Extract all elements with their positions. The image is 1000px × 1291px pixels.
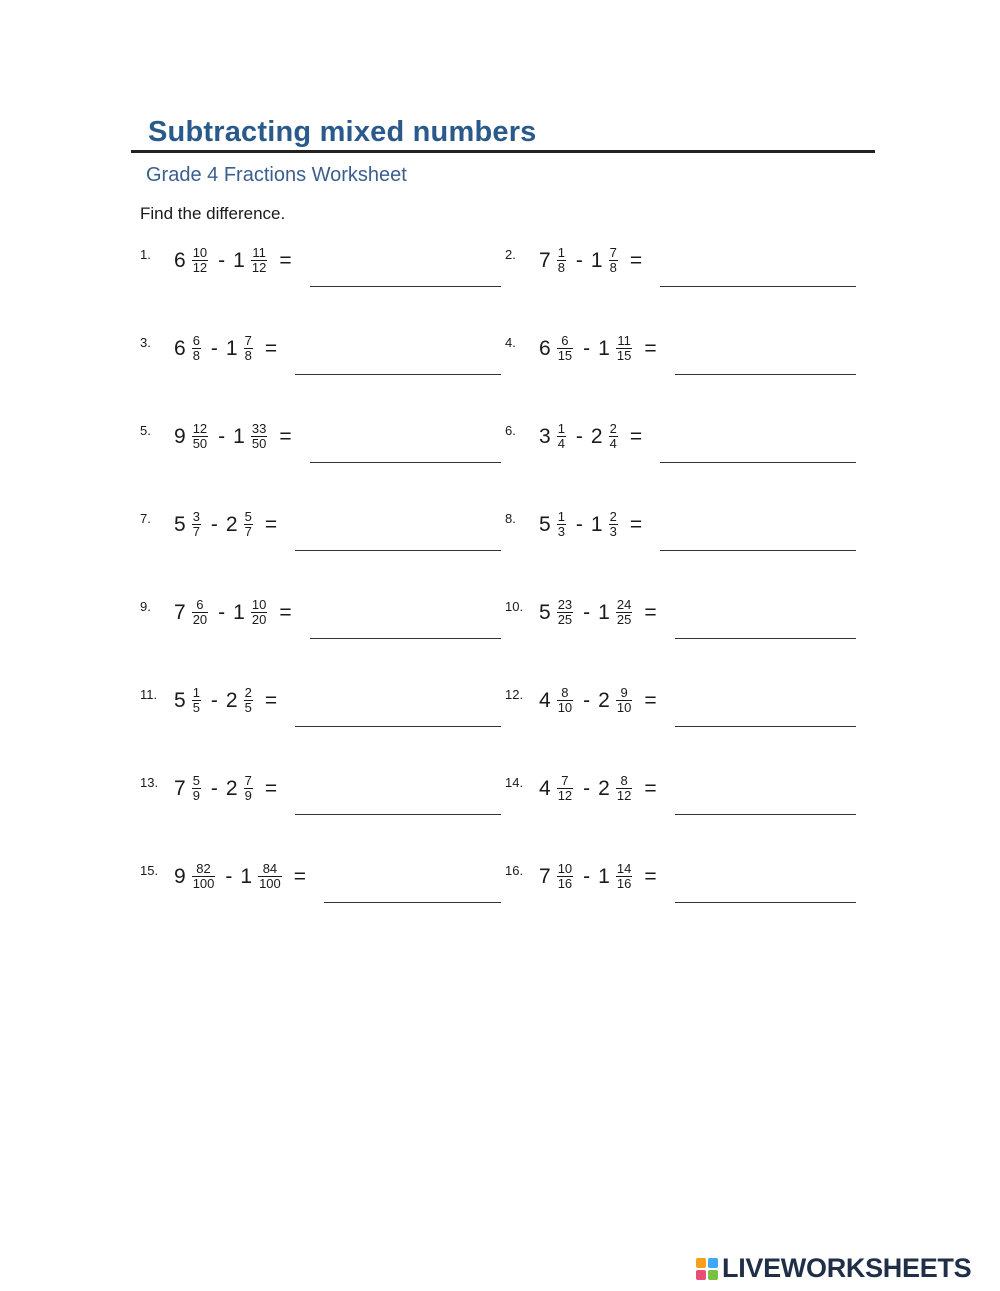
problem-number: 11. bbox=[140, 687, 158, 702]
subtrahend-numerator: 24 bbox=[616, 597, 632, 612]
minuend-numerator: 6 bbox=[192, 333, 200, 348]
worksheet-title: Subtracting mixed numbers bbox=[148, 116, 537, 148]
problem-15 bbox=[140, 860, 505, 948]
minuend-fraction bbox=[557, 422, 566, 451]
minuend-denominator: 4 bbox=[557, 436, 565, 451]
minuend-denominator: 7 bbox=[192, 524, 200, 539]
problem-expression bbox=[174, 246, 292, 275]
minuend-whole: 6 bbox=[539, 336, 551, 360]
problem-number: 9. bbox=[140, 599, 151, 614]
minus-sign: - bbox=[210, 776, 218, 800]
minuend-fraction bbox=[557, 774, 573, 803]
subtrahend-fraction bbox=[251, 246, 267, 275]
minuend-denominator: 16 bbox=[557, 876, 573, 891]
problem-9 bbox=[140, 596, 505, 684]
equals-sign: = bbox=[644, 600, 657, 624]
answer-blank[interactable] bbox=[324, 902, 501, 903]
problem-13 bbox=[140, 772, 505, 860]
minus-sign: - bbox=[218, 424, 226, 448]
minuend-whole: 3 bbox=[539, 424, 551, 448]
subtrahend-denominator: 20 bbox=[251, 612, 267, 627]
subtrahend-numerator: 2 bbox=[609, 509, 617, 524]
answer-blank[interactable] bbox=[675, 638, 856, 639]
equals-sign: = bbox=[644, 776, 657, 800]
equals-sign: = bbox=[279, 424, 292, 448]
answer-blank[interactable] bbox=[660, 286, 856, 287]
problem-expression bbox=[539, 598, 657, 627]
minus-sign: - bbox=[210, 336, 218, 360]
minuend-fraction bbox=[192, 246, 208, 275]
minuend-denominator: 9 bbox=[192, 788, 200, 803]
subtrahend-denominator: 9 bbox=[244, 788, 252, 803]
liveworksheets-logo-text: LIVEWORKSHEETS bbox=[722, 1253, 972, 1283]
answer-blank[interactable] bbox=[295, 374, 501, 375]
minuend-denominator: 15 bbox=[557, 348, 573, 363]
answer-blank[interactable] bbox=[660, 550, 856, 551]
subtrahend-fraction bbox=[251, 422, 267, 451]
minuend-denominator: 5 bbox=[192, 700, 200, 715]
problem-number: 5. bbox=[140, 423, 151, 438]
minus-sign: - bbox=[218, 248, 226, 272]
subtrahend-numerator: 2 bbox=[244, 685, 252, 700]
equals-sign: = bbox=[279, 248, 292, 272]
problem-number: 10. bbox=[505, 599, 524, 614]
subtrahend-whole: 1 bbox=[225, 336, 238, 360]
problem-expression bbox=[539, 774, 657, 803]
subtrahend-numerator: 14 bbox=[616, 861, 632, 876]
subtrahend-fraction bbox=[609, 422, 618, 451]
subtrahend-denominator: 100 bbox=[259, 876, 281, 891]
problem-number: 12. bbox=[505, 687, 524, 702]
minuend-whole: 9 bbox=[174, 424, 186, 448]
minuend-fraction bbox=[192, 598, 208, 627]
minuend-denominator: 3 bbox=[557, 524, 565, 539]
subtrahend-numerator: 11 bbox=[617, 333, 631, 348]
problem-3 bbox=[140, 332, 505, 420]
problem-number: 2. bbox=[505, 247, 516, 262]
problem-expression bbox=[174, 510, 277, 539]
subtrahend-numerator: 7 bbox=[244, 333, 252, 348]
equals-sign: = bbox=[629, 248, 643, 272]
minus-sign: - bbox=[218, 600, 226, 624]
minuend-whole: 5 bbox=[174, 512, 186, 536]
subtrahend-fraction bbox=[616, 334, 632, 363]
equals-sign: = bbox=[264, 688, 278, 712]
problem-number: 3. bbox=[140, 335, 151, 350]
problem-expression bbox=[174, 334, 277, 363]
minuend-numerator: 8 bbox=[561, 685, 569, 700]
minuend-numerator: 6 bbox=[561, 333, 569, 348]
subtrahend-numerator: 5 bbox=[244, 509, 252, 524]
minuend-fraction bbox=[557, 598, 573, 627]
subtrahend-whole: 2 bbox=[225, 688, 238, 712]
minuend-fraction bbox=[192, 862, 216, 891]
problem-14 bbox=[505, 772, 860, 860]
problem-number: 8. bbox=[505, 511, 516, 526]
subtrahend-denominator: 25 bbox=[616, 612, 632, 627]
problem-number: 14. bbox=[505, 775, 524, 790]
minuend-whole: 7 bbox=[539, 864, 551, 888]
problem-number: 15. bbox=[140, 863, 159, 878]
subtrahend-fraction bbox=[244, 686, 253, 715]
minuend-numerator: 7 bbox=[561, 773, 569, 788]
equals-sign: = bbox=[644, 688, 657, 712]
subtrahend-numerator: 10 bbox=[251, 597, 267, 612]
problem-expression bbox=[539, 334, 657, 363]
problem-expression bbox=[174, 862, 306, 891]
subtrahend-denominator: 50 bbox=[251, 436, 267, 451]
problem-4 bbox=[505, 332, 860, 420]
minuend-whole: 6 bbox=[174, 248, 186, 272]
minuend-numerator: 1 bbox=[557, 245, 565, 260]
subtrahend-denominator: 16 bbox=[616, 876, 632, 891]
subtrahend-fraction bbox=[609, 246, 618, 275]
subtrahend-whole: 2 bbox=[225, 776, 238, 800]
minus-sign: - bbox=[583, 600, 591, 624]
minuend-numerator: 1 bbox=[557, 421, 565, 436]
subtrahend-whole: 1 bbox=[598, 600, 610, 624]
minuend-denominator: 20 bbox=[192, 612, 208, 627]
equals-sign: = bbox=[293, 864, 307, 888]
minuend-fraction bbox=[192, 686, 201, 715]
problem-5 bbox=[140, 420, 505, 508]
minuend-whole: 7 bbox=[174, 600, 186, 624]
minuend-whole: 7 bbox=[174, 776, 186, 800]
minuend-whole: 7 bbox=[539, 248, 551, 272]
problem-expression bbox=[539, 510, 642, 539]
minuend-numerator: 82 bbox=[196, 861, 211, 876]
minus-sign: - bbox=[575, 248, 583, 272]
minuend-fraction bbox=[192, 510, 201, 539]
logo-square-4 bbox=[708, 1270, 718, 1280]
problem-11 bbox=[140, 684, 505, 772]
subtrahend-numerator: 33 bbox=[251, 421, 267, 436]
subtrahend-numerator: 7 bbox=[609, 245, 617, 260]
minuend-whole: 5 bbox=[539, 600, 551, 624]
minuend-whole: 5 bbox=[174, 688, 186, 712]
minuend-numerator: 10 bbox=[192, 245, 208, 260]
equals-sign: = bbox=[629, 512, 643, 536]
minuend-numerator: 1 bbox=[192, 685, 200, 700]
minuend-whole: 4 bbox=[539, 776, 551, 800]
problem-number: 7. bbox=[140, 511, 151, 526]
subtrahend-denominator: 5 bbox=[244, 700, 252, 715]
minuend-fraction bbox=[192, 334, 201, 363]
minuend-denominator: 100 bbox=[192, 876, 215, 891]
problem-expression bbox=[174, 686, 277, 715]
worksheet-subtitle: Grade 4 Fractions Worksheet bbox=[146, 164, 407, 186]
problem-expression bbox=[174, 598, 292, 627]
problem-expression bbox=[539, 422, 642, 451]
problem-number: 6. bbox=[505, 423, 516, 438]
problem-expression bbox=[539, 686, 657, 715]
equals-sign: = bbox=[264, 512, 278, 536]
minuend-denominator: 12 bbox=[192, 260, 208, 275]
minuend-fraction bbox=[557, 246, 566, 275]
subtrahend-denominator: 4 bbox=[609, 436, 617, 451]
minuend-fraction bbox=[557, 334, 573, 363]
answer-blank[interactable] bbox=[675, 374, 856, 375]
subtrahend-fraction bbox=[616, 862, 632, 891]
minuend-numerator: 5 bbox=[192, 773, 200, 788]
minuend-denominator: 50 bbox=[192, 436, 208, 451]
problem-1 bbox=[140, 244, 505, 332]
subtrahend-whole: 1 bbox=[590, 248, 603, 272]
answer-blank[interactable] bbox=[675, 814, 856, 815]
equals-sign: = bbox=[279, 600, 292, 624]
equals-sign: = bbox=[644, 864, 657, 888]
minuend-denominator: 8 bbox=[557, 260, 565, 275]
minuend-whole: 9 bbox=[174, 864, 186, 888]
problem-16 bbox=[505, 860, 860, 948]
logo-square-1 bbox=[696, 1258, 706, 1268]
subtrahend-whole: 1 bbox=[233, 600, 245, 624]
subtrahend-whole: 2 bbox=[590, 424, 603, 448]
subtrahend-denominator: 15 bbox=[616, 348, 632, 363]
title-divider bbox=[131, 150, 875, 153]
subtrahend-whole: 1 bbox=[240, 864, 253, 888]
minuend-numerator: 10 bbox=[557, 861, 573, 876]
problem-grid bbox=[140, 244, 860, 948]
logo-square-3 bbox=[696, 1270, 706, 1280]
liveworksheets-branding bbox=[696, 1253, 971, 1284]
subtrahend-whole: 2 bbox=[598, 688, 610, 712]
minuend-fraction bbox=[557, 862, 573, 891]
minuend-fraction bbox=[557, 686, 573, 715]
minuend-numerator: 6 bbox=[196, 597, 204, 612]
equals-sign: = bbox=[644, 336, 657, 360]
instructions: Find the difference. bbox=[140, 204, 286, 223]
answer-blank[interactable] bbox=[295, 726, 501, 727]
answer-blank[interactable] bbox=[310, 462, 501, 463]
subtrahend-numerator: 84 bbox=[262, 861, 278, 876]
minuend-denominator: 8 bbox=[192, 348, 200, 363]
minus-sign: - bbox=[575, 424, 583, 448]
minuend-numerator: 12 bbox=[192, 421, 208, 436]
subtrahend-denominator: 8 bbox=[244, 348, 252, 363]
problem-2 bbox=[505, 244, 860, 332]
answer-blank[interactable] bbox=[310, 638, 501, 639]
subtrahend-whole: 1 bbox=[598, 864, 610, 888]
answer-blank[interactable] bbox=[295, 550, 501, 551]
equals-sign: = bbox=[264, 776, 278, 800]
subtrahend-numerator: 2 bbox=[609, 421, 617, 436]
equals-sign: = bbox=[264, 336, 278, 360]
subtrahend-denominator: 3 bbox=[609, 524, 617, 539]
minuend-whole: 4 bbox=[539, 688, 551, 712]
answer-blank[interactable] bbox=[675, 726, 856, 727]
minus-sign: - bbox=[583, 864, 591, 888]
problem-8 bbox=[505, 508, 860, 596]
minuend-fraction bbox=[192, 422, 208, 451]
minuend-numerator: 3 bbox=[192, 509, 200, 524]
equals-sign: = bbox=[629, 424, 643, 448]
subtrahend-whole: 2 bbox=[225, 512, 238, 536]
problem-number: 13. bbox=[140, 775, 159, 790]
minus-sign: - bbox=[575, 512, 583, 536]
subtrahend-fraction bbox=[258, 862, 282, 891]
subtrahend-fraction bbox=[244, 510, 253, 539]
subtrahend-numerator: 8 bbox=[620, 773, 628, 788]
subtrahend-fraction bbox=[244, 334, 253, 363]
problem-6 bbox=[505, 420, 860, 508]
problem-expression bbox=[174, 422, 292, 451]
problem-7 bbox=[140, 508, 505, 596]
subtrahend-fraction bbox=[609, 510, 618, 539]
problem-expression bbox=[174, 774, 277, 803]
subtrahend-whole: 2 bbox=[598, 776, 610, 800]
answer-blank[interactable] bbox=[295, 814, 501, 815]
problem-number: 1. bbox=[140, 247, 151, 262]
problem-12 bbox=[505, 684, 860, 772]
subtrahend-fraction bbox=[251, 598, 267, 627]
subtrahend-fraction bbox=[616, 686, 632, 715]
problem-expression bbox=[539, 862, 657, 891]
minus-sign: - bbox=[210, 688, 218, 712]
minuend-numerator: 23 bbox=[557, 597, 573, 612]
subtrahend-denominator: 8 bbox=[609, 260, 617, 275]
subtrahend-whole: 1 bbox=[233, 424, 245, 448]
subtrahend-whole: 1 bbox=[590, 512, 603, 536]
minuend-denominator: 10 bbox=[557, 700, 573, 715]
subtrahend-denominator: 10 bbox=[616, 700, 632, 715]
minuend-fraction bbox=[557, 510, 566, 539]
minus-sign: - bbox=[583, 688, 591, 712]
subtrahend-whole: 1 bbox=[233, 248, 245, 272]
liveworksheets-logo-icon bbox=[696, 1258, 718, 1280]
problem-10 bbox=[505, 596, 860, 684]
minuend-whole: 6 bbox=[174, 336, 186, 360]
minus-sign: - bbox=[583, 776, 591, 800]
problem-number: 16. bbox=[505, 863, 524, 878]
subtrahend-denominator: 12 bbox=[251, 260, 267, 275]
minuend-whole: 5 bbox=[539, 512, 551, 536]
subtrahend-numerator: 7 bbox=[244, 773, 252, 788]
logo-square-2 bbox=[708, 1258, 718, 1268]
subtrahend-fraction bbox=[244, 774, 253, 803]
subtrahend-fraction bbox=[616, 774, 632, 803]
minuend-numerator: 1 bbox=[557, 509, 565, 524]
subtrahend-numerator: 11 bbox=[252, 245, 266, 260]
subtrahend-numerator: 9 bbox=[620, 685, 628, 700]
minus-sign: - bbox=[225, 864, 233, 888]
answer-blank[interactable] bbox=[675, 902, 856, 903]
problem-expression bbox=[539, 246, 642, 275]
minuend-fraction bbox=[192, 774, 201, 803]
answer-blank[interactable] bbox=[660, 462, 856, 463]
minuend-denominator: 25 bbox=[557, 612, 573, 627]
problem-number: 4. bbox=[505, 335, 516, 350]
subtrahend-whole: 1 bbox=[598, 336, 610, 360]
minuend-denominator: 12 bbox=[557, 788, 573, 803]
minus-sign: - bbox=[210, 512, 218, 536]
subtrahend-fraction bbox=[616, 598, 632, 627]
subtrahend-denominator: 12 bbox=[616, 788, 632, 803]
subtrahend-denominator: 7 bbox=[244, 524, 252, 539]
minus-sign: - bbox=[583, 336, 591, 360]
answer-blank[interactable] bbox=[310, 286, 501, 287]
